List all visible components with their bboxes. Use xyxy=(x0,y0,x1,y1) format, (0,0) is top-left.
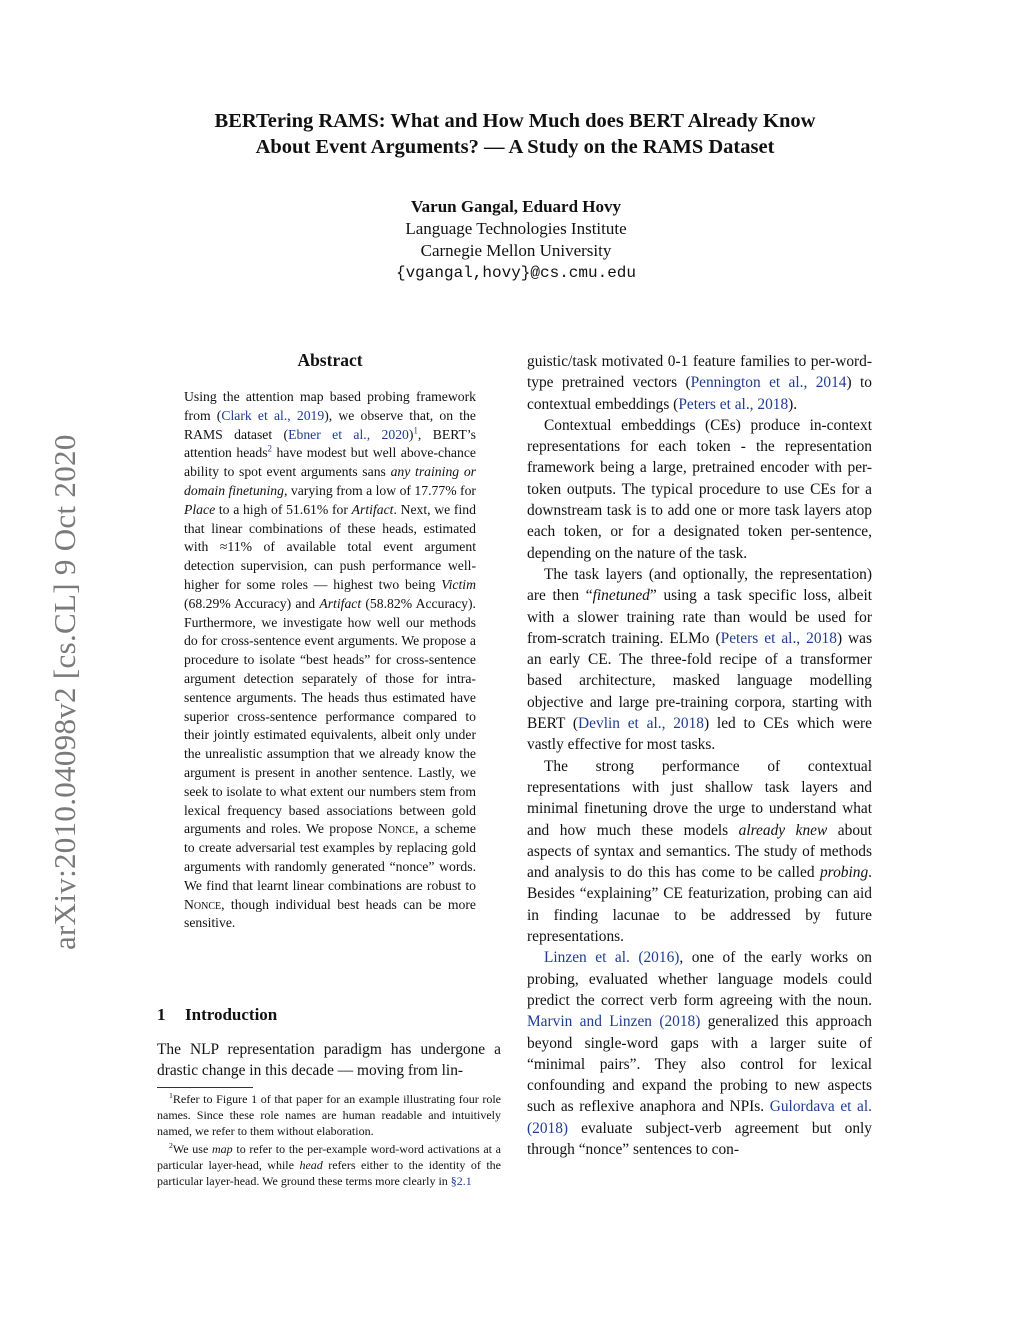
affiliation-university: Carnegie Mellon University xyxy=(420,241,612,260)
citation-link[interactable]: Peters et al., 2018 xyxy=(720,629,837,647)
paper-title xyxy=(150,108,880,160)
introduction-text-right xyxy=(527,351,872,1160)
citation-link[interactable]: Ebner et al., 2020 xyxy=(288,426,409,442)
paragraph: Contextual embeddings (CEs) produce in-context representations for each token - the representation framework being a large, pretrained encoder with per-token outputs. The typical procedure to use CEs for a downstream task is to add one or more task layers atop each token, or for a designated token per-sentence, depending on the nature of the task. xyxy=(527,416,872,562)
title-line-1: BERTering RAMS: What and How Much does BERT Already Know xyxy=(214,110,816,132)
abstract-heading: Abstract xyxy=(297,350,363,370)
section-heading-introduction: 1 Introduction xyxy=(157,1005,278,1024)
affiliation-institute: Language Technologies Institute xyxy=(405,219,627,238)
footnote-divider xyxy=(157,1087,253,1088)
title-line-2: About Event Arguments? — A Study on the RAMS Dataset xyxy=(255,136,775,158)
footnote-marker[interactable]: 2 xyxy=(267,443,272,454)
section-link[interactable]: §2.1 xyxy=(450,1173,472,1188)
author-block xyxy=(300,196,732,284)
citation-link[interactable]: Devlin et al., 2018 xyxy=(578,715,704,733)
arxiv-identifier: arXiv:2010.04098v2 [cs.CL] 9 Oct 2020 xyxy=(47,434,82,950)
citation-link[interactable]: Pennington et al., 2014 xyxy=(690,374,847,392)
citation-link[interactable]: Gulordava et al. (2018) xyxy=(527,1098,873,1137)
author-email: {vgangal,hovy}@cs.cmu.edu xyxy=(395,264,637,282)
paragraph: Linzen et al. (2016), one of the early works on probing, evaluated whether language models could predict the correct verb form agreeing with the noun. Marvin and Linzen (2018) generalized this approach beyond single-word gaps with a larger suite of “minimal pairs”. They also control for lexical confounding and expand the probing to new aspects such as reflexive anaphora and NPIs. Gulordava et al. (2018) evaluate subject-verb agreement but only through “nonce” sentences to con- xyxy=(527,949,873,1158)
citation-link[interactable]: Marvin and Linzen (2018) xyxy=(527,1013,701,1031)
paragraph: The strong performance of contextual representations with just shallow task layers and minimal finetuning drove the urge to understand what and how much these models already knew about aspects of syntax and semantics. The study of methods and analysis to do this has come to be called probing. Besides “explaining” CE featurization, probing can aid in finding lacunae to be addressed by future representations. xyxy=(527,757,872,946)
citation-link[interactable]: Linzen et al. (2016) xyxy=(544,949,680,967)
author-names: Varun Gangal, Eduard Hovy xyxy=(410,197,622,216)
footnote-marker[interactable]: 1 xyxy=(413,425,418,436)
paragraph: guistic/task motivated 0-1 feature families to per-word-type pretrained vectors (Pennington et al., 2014) to contextual embeddings (Peters et al., 2018). xyxy=(527,353,872,413)
citation-link[interactable]: Clark et al., 2019 xyxy=(221,407,325,423)
footnote-1: $^1$Refer to Figure 1 of that paper for an example illustrating four role names. Since these role names are human readable and intuitively named, we refer to them without elaboration. xyxy=(157,1091,501,1138)
paragraph: The task layers (and optionally, the representation) are then “finetuned” using a task specific loss, albeit with a slower training rate than would be used for from-scratch training. ELMo (Peters et al., 2018) was an early CE. The three-fold recipe of a transformer based architecture, masked language modelling objective and large pre-training corpora, starting with BERT (Devlin et al., 2018) led to CEs which were vastly effective for most tasks. xyxy=(527,565,873,754)
footnote-2: $^2$We use map to refer to the per-example word-word activations at a particular layer-head, while head refers either to the identity of the particular layer-head. We ground these terms more clearly in §2.1 xyxy=(157,1141,502,1188)
footnotes xyxy=(157,1092,501,1193)
abstract-text: Using the attention map based probing framework from (Clark et al., 2019), we observe that, on the RAMS dataset (Ebner et al., 2020)$^1$, BERT’s attention heads$^2$ have modest but well above-chance ability to spot event arguments sans any training or domain finetuning, varying from a low of 17.77% for Place to a high of 51.61% for Artifact. Next, we find that linear combinations of these heads, estimated with ≈11% of available total event argument detection supervision, can push performance well-higher for some roles — highest two being Victim (68.29% Accuracy) and Artifact (58.82% Accuracy). Furthermore, we investigate how well our methods do for cross-sentence event arguments. We propose a procedure to isolate “best heads” for cross-sentence argument detection separately of those for intra-sentence arguments. The heads thus estimated have superior cross-sentence performance compared to their jointly estimated equivalents, albeit only under the unrealistic assumption that we already know the argument is present in another sentence. Lastly, we seek to isolate to what extent our numbers stem from lexical frequency based associations between gold arguments and roles. We propose Nonce, a scheme to create adversarial test examples by replacing gold arguments with randomly generated “nonce” words. We find that learnt linear combinations are robust to Nonce, though individual best heads can be more sensitive. xyxy=(184,389,477,931)
introduction-text-left: The NLP representation paradigm has undergone a drastic change in this decade — moving from lin- xyxy=(157,1041,501,1079)
citation-link[interactable]: Peters et al., 2018 xyxy=(678,395,789,413)
